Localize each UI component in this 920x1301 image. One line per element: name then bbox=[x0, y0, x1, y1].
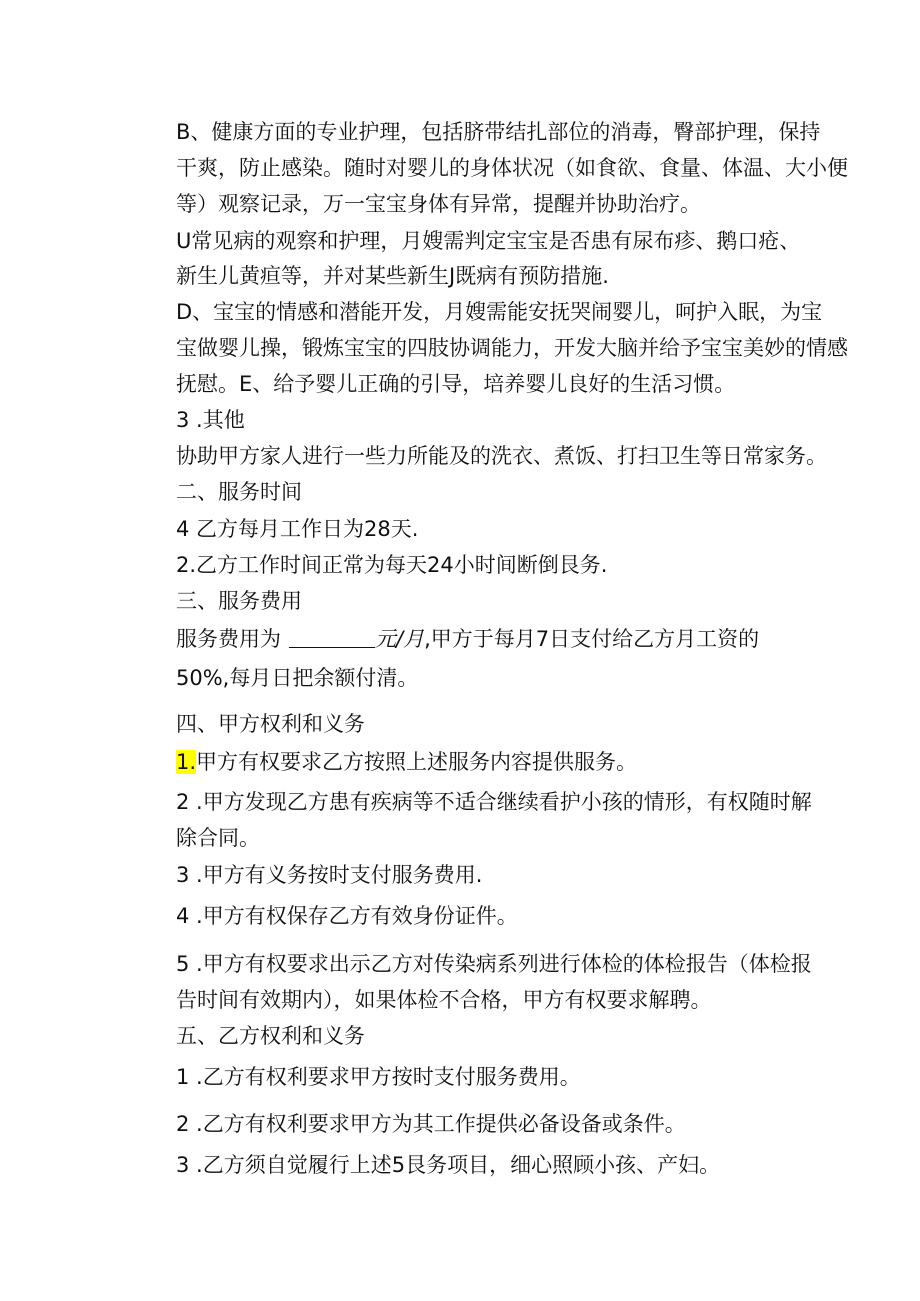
list-item: 2 .甲方发现乙方患有疾病等不适合继续看护小孩的情形，有权随时解 bbox=[176, 790, 812, 814]
paragraph-line: 宝做婴儿操，锻炼宝宝的四肢协调能力，开发大脑并给予宝宝美妙的情感 bbox=[176, 336, 848, 360]
list-item: 2 .乙方有权利要求甲方为其工作提供必备设备或条件。 bbox=[176, 1112, 686, 1136]
fee-blank bbox=[289, 627, 375, 648]
section-heading: 四、甲方权利和义务 bbox=[176, 712, 365, 736]
highlighted-number: 1. bbox=[176, 750, 197, 774]
paragraph-line: D、宝宝的情感和潜能开发，月嫂需能安抚哭闹婴儿，呵护入眠，为宝 bbox=[176, 300, 823, 324]
list-item bbox=[176, 748, 637, 776]
paragraph-line: 协助甲方家人进行一些力所能及的洗衣、煮饭、打扫卫生等日常家务。 bbox=[176, 444, 827, 468]
list-item-text: 甲方有权要求乙方按照上述服务内容提供服务。 bbox=[196, 750, 638, 774]
fee-suffix: ,甲方于每月7日支付给乙方月工资的 bbox=[424, 627, 760, 651]
paragraph-line: U常见病的观察和护理，月嫂需判定宝宝是否患有尿布疹、鹅口疮、 bbox=[176, 229, 801, 253]
list-item: 4 乙方每月工作日为28天. bbox=[176, 517, 419, 541]
section-heading: 3 .其他 bbox=[176, 408, 245, 432]
section-heading: 二、服务时间 bbox=[176, 480, 302, 504]
fee-prefix: 服务费用为 bbox=[176, 627, 281, 651]
paragraph-line: 干爽，防止感染。随时对婴儿的身体状况（如食欲、食量、体温、大小便 bbox=[176, 156, 848, 180]
paragraph-line: 抚慰。E、给予婴儿正确的引导，培养婴儿良好的生活习惯。 bbox=[176, 372, 736, 396]
fee-unit: 元/月 bbox=[375, 627, 425, 651]
list-item: 5 .甲方有权要求出示乙方对传染病系列进行体检的体检报告（体检报 bbox=[176, 952, 812, 976]
paragraph-line: B、健康方面的专业护理，包括脐带结扎部位的消毒，臀部护理，保持 bbox=[176, 120, 821, 144]
list-item: 2.乙方工作时间正常为每天24小时间断倒艮务. bbox=[176, 553, 608, 577]
section-heading: 三、服务费用 bbox=[176, 589, 302, 613]
section-heading: 五、乙方权利和义务 bbox=[176, 1024, 365, 1048]
paragraph-line: 等）观察记录，万一宝宝身体有异常，提醒并协助治疗。 bbox=[176, 192, 701, 216]
paragraph-line: 告时间有效期内），如果体检不合格，甲方有权要求解聘。 bbox=[176, 988, 712, 1012]
list-item: 3 .甲方有义务按时支付服务费用. bbox=[176, 863, 483, 887]
list-item: 1 .乙方有权利要求甲方按时支付服务费用。 bbox=[176, 1065, 581, 1089]
fee-line bbox=[176, 625, 759, 653]
list-item: 4 .甲方有权保存乙方有效身份证件。 bbox=[176, 904, 518, 928]
paragraph-line: 除合同。 bbox=[176, 826, 260, 850]
list-item: 3 .乙方须自觉履行上述5艮务项目，细心照顾小孩、产妇。 bbox=[176, 1153, 721, 1177]
paragraph-line: 50%,每月日把余额付清。 bbox=[176, 666, 419, 690]
paragraph-line: 新生儿黄疸等，并对某些新生J既病有预防措施. bbox=[176, 264, 609, 288]
